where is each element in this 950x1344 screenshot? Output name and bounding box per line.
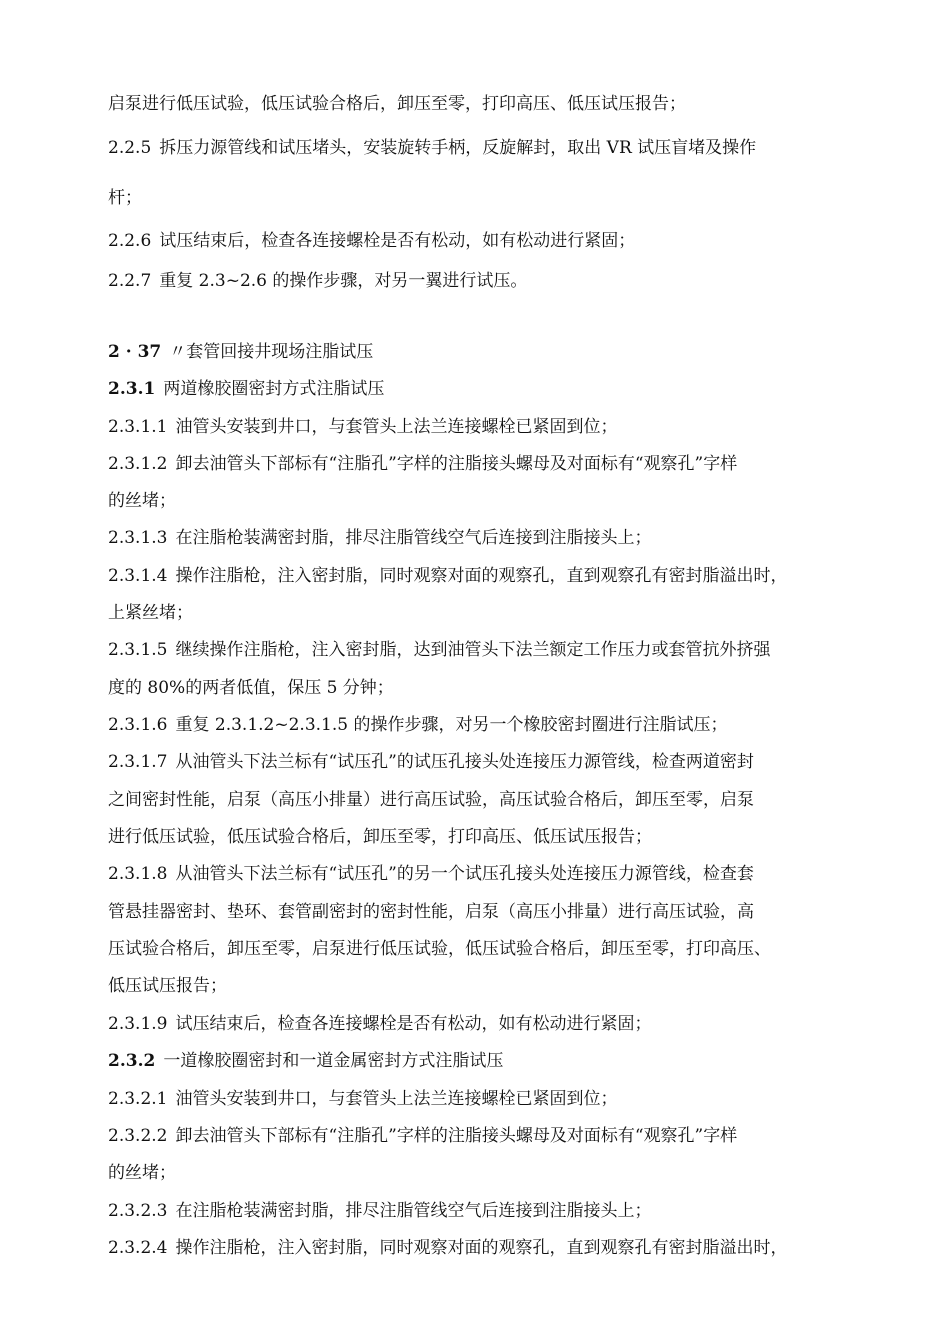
- line-text: 杆；: [108, 188, 142, 208]
- step-text: 从油管头下法兰标有“试压孔”的另一个试压孔接头处连接压力源管线，检查套: [175, 864, 754, 884]
- step-number: 2.3.1.6: [108, 715, 168, 735]
- step-2-3-1-9: [108, 1012, 848, 1036]
- subsection-heading-2-3-2: [108, 1049, 848, 1073]
- step-2-3-1-1: [108, 415, 848, 439]
- section-title: 〃套管回接井现场注脂试压: [169, 342, 374, 362]
- step-2-3-1-7: [108, 750, 848, 774]
- paragraph-line: [108, 825, 848, 849]
- step-text: 在注脂枪装满密封脂，排尽注脂管线空气后连接到注脂接头上；: [175, 528, 652, 548]
- paragraph-line: [108, 489, 848, 513]
- line-text: 的丝堵；: [108, 491, 176, 511]
- step-2-3-1-4: [108, 564, 848, 588]
- step-text: 油管头安装到井口，与套管头上法兰连接螺栓已紧固到位；: [175, 417, 618, 437]
- step-number: 2.3.1.4: [108, 566, 168, 586]
- paragraph-line: [108, 186, 848, 210]
- step-2-3-1-6: [108, 713, 848, 737]
- step-number: 2.3.1.1: [108, 417, 168, 437]
- step-2-2-5: [108, 136, 848, 160]
- subsection-title: 一道橡胶圈密封和一道金属密封方式注脂试压: [163, 1051, 504, 1071]
- subsection-number: 2.3.1: [108, 379, 156, 399]
- line-text: 进行低压试验，低压试验合格后，卸压至零，打印高压、低压试压报告；: [108, 827, 652, 847]
- step-number: 2.3.1.2: [108, 454, 168, 474]
- section-heading-2-3: [108, 340, 848, 364]
- line-text: 压试验合格后，卸压至零，启泵进行低压试验，低压试验合格后，卸压至零，打印高压、: [108, 939, 771, 959]
- line-text: 启泵进行低压试验，低压试验合格后，卸压至零，打印高压、低压试压报告；: [108, 94, 686, 114]
- step-number: 2.2.5: [108, 138, 152, 158]
- step-number: 2.2.7: [108, 271, 152, 291]
- step-text: 操作注脂枪，注入密封脂，同时观察对面的观察孔，直到观察孔有密封脂溢出时，: [175, 1238, 788, 1258]
- paragraph-line: [108, 92, 848, 116]
- step-number: 2.3.2.2: [108, 1126, 168, 1146]
- step-2-3-1-8: [108, 862, 848, 886]
- step-text: 从油管头下法兰标有“试压孔”的试压孔接头处连接压力源管线，检查两道密封: [175, 752, 754, 772]
- paragraph-line: [108, 788, 848, 812]
- step-text: 在注脂枪装满密封脂，排尽注脂管线空气后连接到注脂接头上；: [175, 1201, 652, 1221]
- step-2-3-1-3: [108, 526, 848, 550]
- step-text: 重复 2.3.1.2~2.3.1.5 的操作步骤，对另一个橡胶密封圈进行注脂试压；: [175, 715, 728, 735]
- step-2-3-1-2: [108, 452, 848, 476]
- step-text: 重复 2.3~2.6 的操作步骤，对另一翼进行试压。: [159, 271, 528, 291]
- paragraph-line: [108, 601, 848, 625]
- step-number: 2.3.1.7: [108, 752, 168, 772]
- section-number: 2 · 37: [108, 342, 162, 362]
- subsection-heading-2-3-1: [108, 377, 848, 401]
- step-text: 拆压力源管线和试压堵头，安装旋转手柄，反旋解封，取出 VR 试压盲堵及操作: [159, 138, 757, 158]
- step-2-2-6: [108, 229, 848, 253]
- step-number: 2.3.2.3: [108, 1201, 168, 1221]
- step-2-3-2-3: [108, 1199, 848, 1223]
- line-text: 的丝堵；: [108, 1163, 176, 1183]
- step-text: 油管头安装到井口，与套管头上法兰连接螺栓已紧固到位；: [175, 1089, 618, 1109]
- line-text: 上紧丝堵；: [108, 603, 193, 623]
- paragraph-line: [108, 1161, 848, 1185]
- step-number: 2.3.2.1: [108, 1089, 168, 1109]
- line-text: 管悬挂器密封、垫环、套管副密封的密封性能，启泵（高压小排量）进行高压试验，高: [108, 902, 754, 922]
- step-number: 2.3.1.8: [108, 864, 168, 884]
- step-number: 2.3.1.5: [108, 640, 168, 660]
- step-number: 2.3.2.4: [108, 1238, 168, 1258]
- step-2-3-2-4: [108, 1236, 848, 1260]
- step-text: 卸去油管头下部标有“注脂孔”字样的注脂接头螺母及对面标有“观察孔”字样: [175, 454, 738, 474]
- step-2-3-2-2: [108, 1124, 848, 1148]
- step-2-3-2-1: [108, 1087, 848, 1111]
- step-text: 卸去油管头下部标有“注脂孔”字样的注脂接头螺母及对面标有“观察孔”字样: [175, 1126, 738, 1146]
- line-text: 低压试压报告；: [108, 976, 227, 996]
- step-2-3-1-5: [108, 638, 848, 662]
- step-number: 2.3.1.9: [108, 1014, 168, 1034]
- step-text: 继续操作注脂枪，注入密封脂，达到油管头下法兰额定工作压力或套管抗外挤强: [175, 640, 771, 660]
- step-number: 2.2.6: [108, 231, 152, 251]
- step-2-2-7: [108, 269, 848, 293]
- paragraph-line: [108, 900, 848, 924]
- line-text: 之间密封性能，启泵（高压小排量）进行高压试验，高压试验合格后，卸压至零，启泵: [108, 790, 754, 810]
- step-number: 2.3.1.3: [108, 528, 168, 548]
- step-text: 试压结束后，检查各连接螺栓是否有松动，如有松动进行紧固；: [159, 231, 636, 251]
- subsection-title: 两道橡胶圈密封方式注脂试压: [163, 379, 385, 399]
- step-text: 试压结束后，检查各连接螺栓是否有松动，如有松动进行紧固；: [175, 1014, 652, 1034]
- subsection-number: 2.3.2: [108, 1051, 156, 1071]
- line-text: 度的 80%的两者低值，保压 5 分钟；: [108, 678, 394, 698]
- paragraph-line: [108, 974, 848, 998]
- paragraph-line: [108, 937, 848, 961]
- paragraph-line: [108, 676, 848, 700]
- step-text: 操作注脂枪，注入密封脂，同时观察对面的观察孔，直到观察孔有密封脂溢出时，: [175, 566, 788, 586]
